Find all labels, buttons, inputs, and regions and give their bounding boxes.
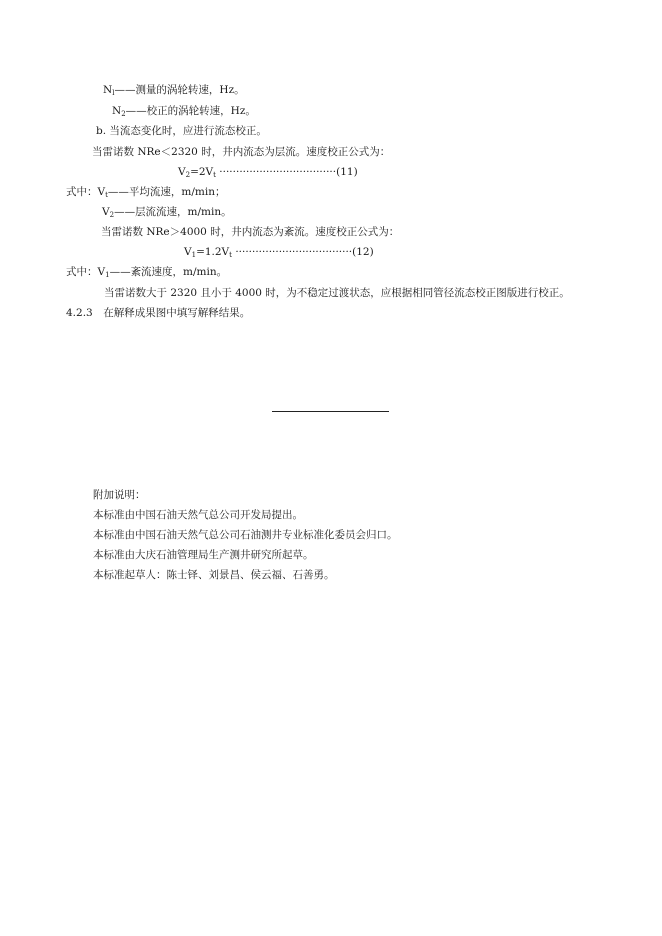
appendix-item: 本标准由中国石油天然气总公司开发局提出。 (93, 509, 303, 521)
definition-v1: 式中：$V_1——$紊流速度，m/min。 (66, 266, 228, 279)
definition-v2: $V_2——$层流流速，m/min。 (102, 206, 232, 219)
formula-12: $V_1=1.2V_t \cdot\cdot\cdot\cdot\cdot\cdot\cdot\cdot\cdot\cdot\cdot\cdot\cdot\cdot\cdot\cdot\cdot\cdot\cdot\cdot\cdot\cdot\cdot\cdot\cdot\cdot\cdot\cdot\cdot\cdot\cdot\cdot\cdot\cdot\cdot(12)$ (184, 246, 374, 259)
appendix-item: 本标准由大庆石油管理局生产测井研究所起草。 (93, 549, 314, 561)
appendix-item: 本标准由中国石油天然气总公司石油测井专业标准化委员会归口。 (93, 529, 398, 541)
definition-n1: $N_l——$测量的涡轮转速，Hz。 (103, 84, 245, 97)
appendix-title: 附加说明： (93, 489, 146, 501)
clause-4-2-3: 4.2.3 在解释成果图中填写解释结果。 (66, 307, 251, 319)
appendix-item: 本标准起草人：陈士铎、刘景昌、侯云福、石善勇。 (93, 569, 335, 581)
laminar-condition: 当雷诺数 NRe＜2320 时，井内流态为层流。速度校正公式为： (92, 146, 391, 158)
item-b: b. 当流态变化时，应进行流态校正。 (96, 125, 267, 137)
end-divider (272, 411, 389, 412)
definition-vt: 式中：$V_t——$平均流速，m/min； (66, 186, 226, 199)
definition-n2: $N_2——$校正的涡轮转速，Hz。 (112, 105, 256, 118)
turbulent-condition: 当雷诺数 NRe＞4000 时，井内流态为紊流。速度校正公式为： (101, 226, 400, 238)
formula-11: $V_2=2V_t \cdot\cdot\cdot\cdot\cdot\cdot\cdot\cdot\cdot\cdot\cdot\cdot\cdot\cdot\cdot\cdot\cdot\cdot\cdot\cdot\cdot\cdot\cdot\cdot\cdot\cdot\cdot\cdot\cdot\cdot\cdot\cdot\cdot\cdot\cdot(11)$ (178, 166, 358, 179)
transition-note: 当雷诺数大于 2320 且小于 4000 时，为不稳定过渡状态，应根据相同管径流态校正图版进行校正。 (104, 287, 570, 299)
